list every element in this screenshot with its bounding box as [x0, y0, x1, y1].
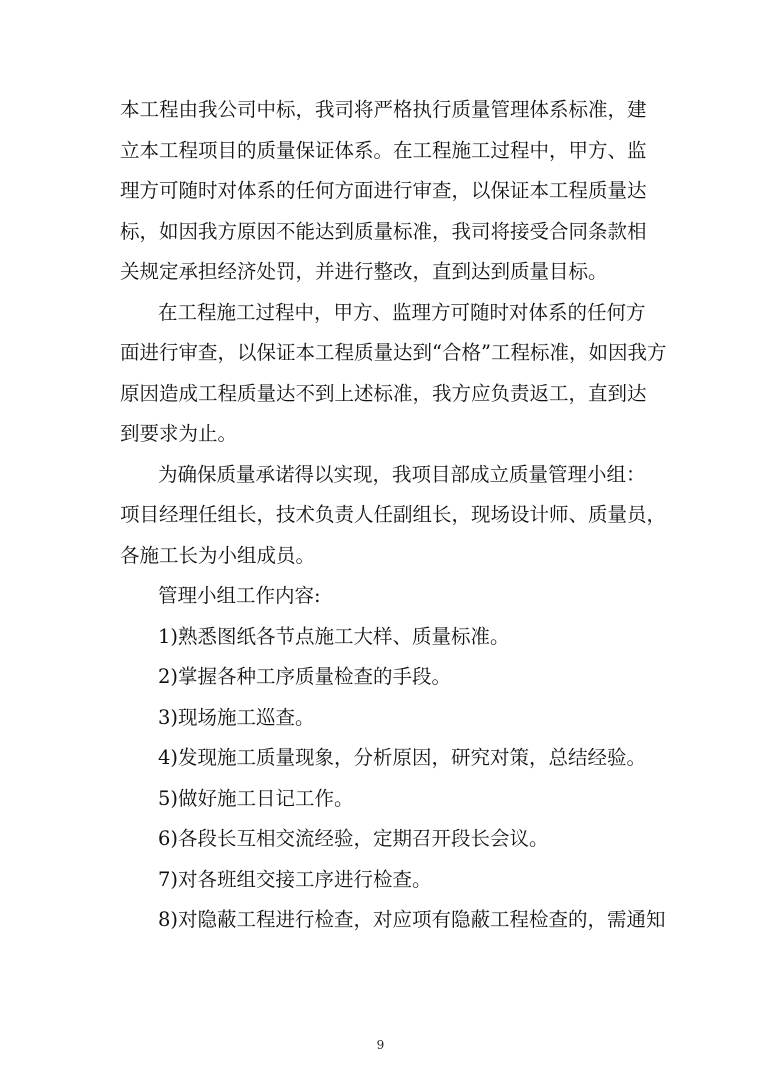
list-item: 5)做好施工日记工作。	[158, 786, 354, 810]
text-line: 面进行审查，以保证本工程质量达到“合格”工程标准，如因我方	[120, 341, 667, 364]
list-item: 3)现场施工巡查。	[158, 705, 315, 729]
text-line: 管理小组工作内容:	[158, 584, 321, 607]
text-line: 理方可随时对体系的任何方面进行审查，以保证本工程质量达	[120, 179, 647, 202]
text-line: 标，如因我方原因不能达到质量标准，我司将接受合同条款相	[120, 219, 647, 243]
text-line: 本工程由我公司中标，我司将严格执行质量管理体系标准，建	[120, 98, 647, 121]
text-line: 在工程施工过程中，甲方、监理方可随时对体系的任何方	[158, 300, 646, 324]
list-item: 8)对隐蔽工程进行检查，对应项有隐蔽工程检查的，需通知	[158, 908, 666, 931]
list-item: 7)对各班组交接工序进行检查。	[158, 867, 432, 891]
list-item: 2)掌握各种工序质量检查的手段。	[158, 665, 452, 688]
text-line: 到要求为止。	[120, 422, 238, 445]
text-line: 为确保质量承诺得以实现，我项目部成立质量管理小组：	[158, 462, 646, 486]
page-number: 9	[376, 1038, 385, 1052]
body-text	[120, 90, 667, 941]
list-item: 1)熟悉图纸各节点施工大样、质量标准。	[158, 624, 510, 648]
text-line: 关规定承担经济处罚，并进行整改，直到达到质量目标。	[120, 260, 608, 283]
text-line: 项目经理任组长，技术负责人任副组长，现场设计师、质量员，	[120, 503, 667, 526]
text-line: 原因造成工程质量达不到上述标准，我方应负责返工，直到达	[120, 381, 647, 405]
text-line: 各施工长为小组成员。	[120, 543, 316, 567]
text-line: 立本工程项目的质量保证体系。在工程施工过程中，甲方、监	[120, 138, 647, 162]
list-item: 4)发现施工质量现象，分析原因，研究对策，总结经验。	[158, 746, 647, 769]
list-item: 6)各段长互相交流经验，定期召开段长会议。	[158, 827, 549, 850]
